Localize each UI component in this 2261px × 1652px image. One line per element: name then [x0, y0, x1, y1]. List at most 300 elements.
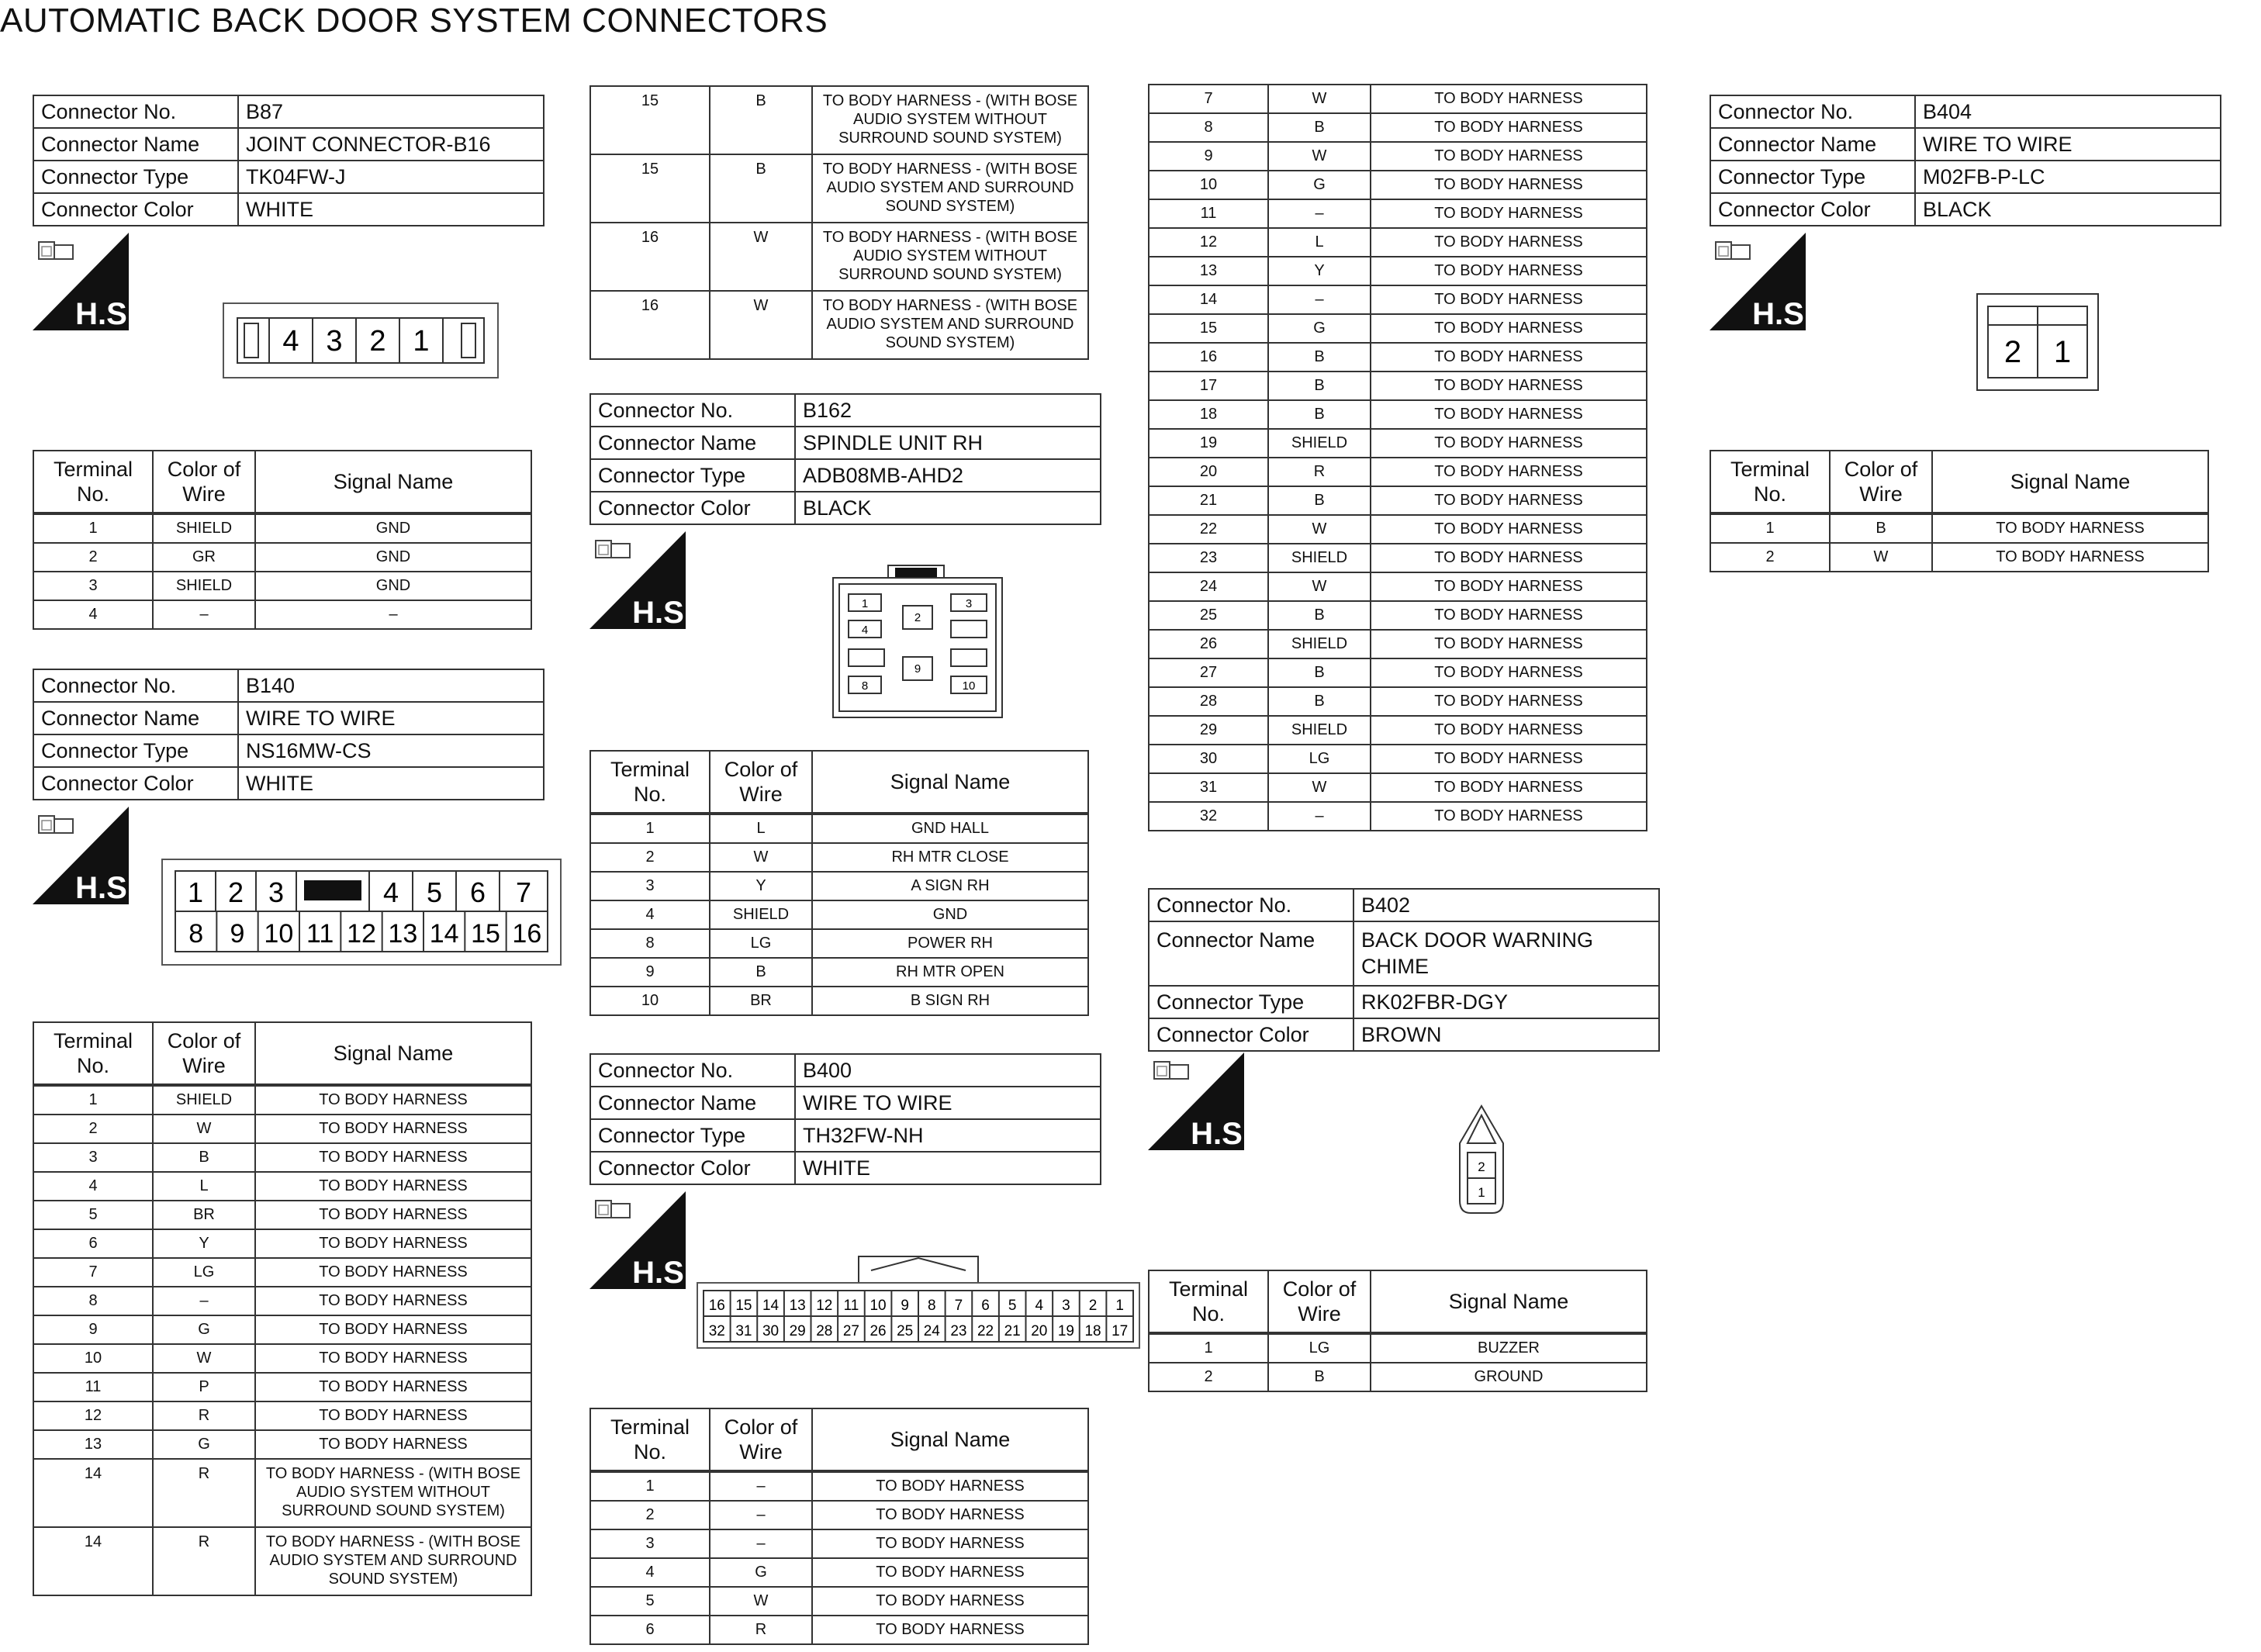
terminal-no-cell: 18: [1149, 400, 1268, 429]
header-terminal-no: Terminal No.: [590, 751, 710, 814]
terminal-no-cell: 13: [33, 1430, 153, 1459]
table-row: [590, 1529, 1088, 1558]
header-signal-name: Signal Name: [1932, 451, 2208, 513]
wire-color-cell: –: [1268, 285, 1371, 314]
terminal-label: 5: [426, 876, 443, 908]
table-row: [33, 1527, 531, 1595]
connector-no-value: B162: [795, 394, 1101, 427]
connector-b162-info: [589, 393, 1101, 525]
signal-name-cell: TO BODY HARNESS: [812, 1587, 1088, 1616]
signal-name-cell: TO BODY HARNESS: [1371, 400, 1647, 429]
terminal-label: 8: [928, 1298, 936, 1314]
table-row: [1149, 228, 1647, 257]
wire-color-cell: –: [153, 1287, 255, 1315]
label-connector-name: Connector Name: [33, 702, 238, 734]
header-signal-name: Signal Name: [255, 1022, 531, 1085]
signal-name-cell: TO BODY HARNESS: [255, 1115, 531, 1143]
terminal-no-cell: 16: [590, 223, 710, 291]
signal-name-cell: TO BODY HARNESS: [1371, 257, 1647, 285]
wire-color-cell: B: [1268, 343, 1371, 372]
terminal-no-cell: 26: [1149, 630, 1268, 658]
terminal-label: 24: [923, 1323, 940, 1339]
signal-name-cell: TO BODY HARNESS: [1371, 314, 1647, 343]
wire-color-cell: –: [710, 1471, 812, 1501]
wire-color-cell: –: [153, 600, 255, 629]
connector-name-value: WIRE TO WIRE: [795, 1087, 1101, 1119]
signal-name-cell: TO BODY HARNESS: [812, 1471, 1088, 1501]
terminal-no-cell: 8: [590, 929, 710, 958]
terminal-label: 6: [981, 1298, 990, 1314]
connector-no-value: B402: [1353, 889, 1659, 921]
terminal-no-cell: 2: [590, 1501, 710, 1529]
signal-name-cell: TO BODY HARNESS: [1371, 802, 1647, 831]
label-connector-type: Connector Type: [1149, 986, 1353, 1018]
wire-color-cell: R: [710, 1616, 812, 1644]
terminal-no-cell: 8: [33, 1287, 153, 1315]
table-row: [33, 1287, 531, 1315]
terminal-label: 1: [413, 325, 430, 358]
table-row: [590, 154, 1088, 223]
connector-type-value: ADB08MB-AHD2: [795, 459, 1101, 492]
hs-icon: [33, 233, 136, 331]
wire-color-cell: R: [153, 1401, 255, 1430]
table-row: [590, 872, 1088, 900]
signal-name-cell: GND HALL: [812, 814, 1088, 843]
terminal-no-cell: 10: [1149, 171, 1268, 199]
terminal-no-cell: 14: [33, 1527, 153, 1595]
table-row: [33, 1315, 531, 1344]
signal-name-cell: TO BODY HARNESS - (WITH BOSE AUDIO SYSTEM WITHOUT SURROUND SOUND SYSTEM): [812, 223, 1088, 291]
header-terminal-no: Terminal No.: [1710, 451, 1830, 513]
signal-name-cell: TO BODY HARNESS: [1371, 687, 1647, 716]
wire-color-cell: W: [153, 1115, 255, 1143]
table-row: [1710, 543, 2208, 572]
wire-color-cell: LG: [153, 1258, 255, 1287]
connector-color-value: WHITE: [238, 767, 544, 800]
signal-name-cell: GND: [255, 572, 531, 600]
wire-color-cell: GR: [153, 543, 255, 572]
wire-color-cell: R: [153, 1527, 255, 1595]
table-row: [1149, 630, 1647, 658]
signal-name-cell: TO BODY HARNESS: [255, 1315, 531, 1344]
table-row: [1149, 716, 1647, 745]
wire-color-cell: L: [1268, 228, 1371, 257]
terminal-label: 8: [861, 679, 869, 693]
header-color-of-wire: Color of Wire: [153, 451, 255, 513]
terminal-label: 6: [469, 876, 486, 908]
table-row: [590, 987, 1088, 1015]
terminal-no-cell: 14: [1149, 285, 1268, 314]
wire-color-cell: B: [1268, 372, 1371, 400]
wire-color-cell: R: [1268, 458, 1371, 486]
connector-name-value: BACK DOOR WARNING CHIME: [1353, 921, 1659, 986]
signal-name-cell: TO BODY HARNESS: [812, 1501, 1088, 1529]
hs-icon: [1710, 233, 1813, 331]
terminal-no-cell: 16: [590, 291, 710, 359]
table-row: [590, 843, 1088, 872]
header-signal-name: Signal Name: [812, 751, 1088, 814]
terminal-label: 7: [954, 1298, 963, 1314]
wire-color-cell: BR: [153, 1201, 255, 1229]
terminal-no-cell: 11: [33, 1373, 153, 1401]
table-row: [33, 1459, 531, 1527]
signal-name-cell: TO BODY HARNESS: [1371, 572, 1647, 601]
wire-color-cell: W: [1268, 515, 1371, 544]
terminal-label: 28: [816, 1323, 833, 1339]
terminal-label: 26: [869, 1323, 887, 1339]
signal-name-cell: TO BODY HARNESS: [255, 1430, 531, 1459]
wire-color-cell: –: [1268, 802, 1371, 831]
table-row: [1149, 1333, 1647, 1363]
hs-label: H.S.: [632, 596, 693, 630]
terminal-no-cell: 22: [1149, 515, 1268, 544]
hs-label: H.S.: [75, 871, 136, 905]
terminal-label: 22: [977, 1323, 994, 1339]
terminal-label: 2: [227, 876, 244, 908]
table-row: [33, 1085, 531, 1115]
table-row: [1149, 601, 1647, 630]
signal-name-cell: TO BODY HARNESS: [1371, 544, 1647, 572]
terminal-no-cell: 11: [1149, 199, 1268, 228]
terminal-no-cell: 9: [33, 1315, 153, 1344]
wire-color-cell: B: [1268, 687, 1371, 716]
wire-color-cell: L: [710, 814, 812, 843]
terminal-no-cell: 17: [1149, 372, 1268, 400]
wire-color-cell: B: [1268, 658, 1371, 687]
signal-name-cell: –: [255, 600, 531, 629]
signal-name-cell: GND: [812, 900, 1088, 929]
table-row: [33, 600, 531, 629]
wire-color-cell: SHIELD: [1268, 630, 1371, 658]
wire-color-cell: W: [1268, 142, 1371, 171]
wire-color-cell: –: [1268, 199, 1371, 228]
connector-no-value: B404: [1915, 95, 2221, 128]
terminal-no-cell: 4: [33, 1172, 153, 1201]
terminal-no-cell: 8: [1149, 113, 1268, 142]
header-terminal-no: Terminal No.: [33, 1022, 153, 1085]
label-connector-no: Connector No.: [1710, 95, 1915, 128]
connector-name-value: WIRE TO WIRE: [238, 702, 544, 734]
table-row: [33, 513, 531, 543]
table-row: [1149, 458, 1647, 486]
signal-name-cell: TO BODY HARNESS - (WITH BOSE AUDIO SYSTEM WITHOUT SURROUND SOUND SYSTEM): [255, 1459, 531, 1527]
terminal-no-cell: 15: [590, 154, 710, 223]
header-color-of-wire: Color of Wire: [710, 751, 812, 814]
terminal-no-cell: 19: [1149, 429, 1268, 458]
terminal-no-cell: 9: [590, 958, 710, 987]
connector-name-value: JOINT CONNECTOR-B16: [238, 128, 544, 161]
terminal-label: 27: [842, 1323, 860, 1339]
table-row: [590, 86, 1088, 154]
terminal-no-cell: 13: [1149, 257, 1268, 285]
terminal-no-cell: 29: [1149, 716, 1268, 745]
table-row: [590, 1558, 1088, 1587]
signal-name-cell: TO BODY HARNESS: [1371, 429, 1647, 458]
label-connector-name: Connector Name: [1710, 128, 1915, 161]
terminal-no-cell: 21: [1149, 486, 1268, 515]
terminal-label: 21: [1004, 1323, 1021, 1339]
terminal-no-cell: 1: [590, 814, 710, 843]
table-row: [1149, 544, 1647, 572]
header-signal-name: Signal Name: [1371, 1270, 1647, 1333]
table-row: [33, 1401, 531, 1430]
wire-color-cell: SHIELD: [1268, 429, 1371, 458]
table-row: [1149, 400, 1647, 429]
terminal-no-cell: 9: [1149, 142, 1268, 171]
table-row: [1149, 142, 1647, 171]
wire-color-cell: SHIELD: [1268, 544, 1371, 572]
wire-color-cell: B: [1830, 513, 1932, 543]
signal-name-cell: TO BODY HARNESS: [1932, 543, 2208, 572]
table-row: [1149, 486, 1647, 515]
connector-b162-face-diagram: [831, 564, 1004, 719]
wire-color-cell: Y: [710, 872, 812, 900]
connector-b402-info: [1148, 888, 1660, 1052]
wire-color-cell: SHIELD: [153, 572, 255, 600]
wire-color-cell: G: [710, 1558, 812, 1587]
signal-name-cell: TO BODY HARNESS: [255, 1258, 531, 1287]
table-row: [1149, 687, 1647, 716]
connector-b400-info: [589, 1053, 1101, 1185]
signal-name-cell: TO BODY HARNESS: [1371, 228, 1647, 257]
label-connector-type: Connector Type: [590, 459, 795, 492]
wire-color-cell: LG: [1268, 1333, 1371, 1363]
connector-type-value: NS16MW-CS: [238, 734, 544, 767]
terminal-label: 2: [1088, 1298, 1098, 1314]
terminal-label: 14: [762, 1298, 780, 1314]
table-row: [590, 814, 1088, 843]
terminal-no-cell: 3: [33, 572, 153, 600]
hs-label: H.S.: [75, 297, 136, 331]
hs-label: H.S.: [1752, 297, 1813, 331]
terminal-no-cell: 7: [1149, 85, 1268, 113]
label-connector-name: Connector Name: [590, 1087, 795, 1119]
terminal-no-cell: 2: [1149, 1363, 1268, 1391]
connector-type-value: TH32FW-NH: [795, 1119, 1101, 1152]
connector-name-value: WIRE TO WIRE: [1915, 128, 2221, 161]
wire-color-cell: B: [153, 1143, 255, 1172]
connector-type-value: RK02FBR-DGY: [1353, 986, 1659, 1018]
terminal-no-cell: 32: [1149, 802, 1268, 831]
terminal-label: 2: [369, 325, 386, 358]
wire-color-cell: BR: [710, 987, 812, 1015]
terminal-no-cell: 7: [33, 1258, 153, 1287]
label-connector-color: Connector Color: [590, 1152, 795, 1184]
signal-name-cell: TO BODY HARNESS: [255, 1287, 531, 1315]
table-row: [33, 1373, 531, 1401]
connector-b402-face-diagram: [1457, 1104, 1506, 1215]
table-row: [1710, 513, 2208, 543]
header-signal-name: Signal Name: [812, 1408, 1088, 1471]
wire-color-cell: Y: [1268, 257, 1371, 285]
terminal-label: 25: [897, 1323, 914, 1339]
terminal-label: 1: [1478, 1185, 1485, 1200]
table-row: [1149, 343, 1647, 372]
table-row: [33, 1344, 531, 1373]
terminal-label: 4: [382, 876, 399, 908]
connector-b400-signal-table: [589, 1408, 1089, 1645]
label-connector-type: Connector Type: [1710, 161, 1915, 193]
label-connector-no: Connector No.: [590, 394, 795, 427]
hs-icon: [1148, 1052, 1251, 1151]
hs-label: H.S.: [1191, 1117, 1251, 1151]
wire-color-cell: G: [1268, 314, 1371, 343]
table-row: [33, 1229, 531, 1258]
connector-b87-face-diagram: [223, 302, 499, 380]
connector-type-value: M02FB-P-LC: [1915, 161, 2221, 193]
header-terminal-no: Terminal No.: [1149, 1270, 1268, 1333]
signal-name-cell: TO BODY HARNESS - (WITH BOSE AUDIO SYSTEM AND SURROUND SOUND SYSTEM): [255, 1527, 531, 1595]
terminal-label: 4: [1035, 1298, 1044, 1314]
signal-name-cell: TO BODY HARNESS: [1371, 773, 1647, 802]
wire-color-cell: R: [153, 1459, 255, 1527]
connector-b140-signal-table: [33, 1021, 532, 1596]
wire-color-cell: B: [710, 154, 812, 223]
wire-color-cell: W: [153, 1344, 255, 1373]
terminal-no-cell: 16: [1149, 343, 1268, 372]
connector-b402-signal-table: [1148, 1270, 1647, 1392]
terminal-label: 9: [901, 1298, 909, 1314]
terminal-no-cell: 3: [590, 1529, 710, 1558]
wire-color-cell: B: [1268, 1363, 1371, 1391]
wire-color-cell: W: [710, 843, 812, 872]
wire-color-cell: LG: [710, 929, 812, 958]
signal-name-cell: TO BODY HARNESS: [1371, 458, 1647, 486]
terminal-label: 12: [347, 919, 376, 949]
label-connector-no: Connector No.: [33, 95, 238, 128]
signal-name-cell: POWER RH: [812, 929, 1088, 958]
wire-color-cell: B: [710, 958, 812, 987]
wire-color-cell: W: [1268, 773, 1371, 802]
terminal-no-cell: 20: [1149, 458, 1268, 486]
signal-name-cell: TO BODY HARNESS: [255, 1172, 531, 1201]
connector-color-value: BLACK: [795, 492, 1101, 524]
page-title: AUTOMATIC BACK DOOR SYSTEM CONNECTORS: [0, 2, 828, 40]
label-connector-color: Connector Color: [1710, 193, 1915, 226]
header-signal-name: Signal Name: [255, 451, 531, 513]
terminal-label: 13: [789, 1298, 806, 1314]
table-row: [1149, 572, 1647, 601]
terminal-no-cell: 1: [33, 513, 153, 543]
terminal-label: 2: [1478, 1160, 1485, 1174]
label-connector-name: Connector Name: [33, 128, 238, 161]
wire-color-cell: L: [153, 1172, 255, 1201]
terminal-no-cell: 24: [1149, 572, 1268, 601]
label-connector-type: Connector Type: [590, 1119, 795, 1152]
signal-name-cell: TO BODY HARNESS: [1371, 486, 1647, 515]
terminal-label: 1: [2053, 335, 2072, 369]
signal-name-cell: TO BODY HARNESS: [1932, 513, 2208, 543]
signal-name-cell: TO BODY HARNESS: [1371, 630, 1647, 658]
table-row: [590, 1587, 1088, 1616]
terminal-label: 3: [268, 876, 285, 908]
signal-name-cell: TO BODY HARNESS: [255, 1344, 531, 1373]
label-connector-color: Connector Color: [590, 492, 795, 524]
terminal-no-cell: 2: [1710, 543, 1830, 572]
connector-b404-signal-table: [1710, 450, 2209, 572]
signal-name-cell: TO BODY HARNESS: [255, 1373, 531, 1401]
signal-name-cell: TO BODY HARNESS: [255, 1143, 531, 1172]
terminal-label: 3: [965, 597, 973, 610]
table-row: [33, 1172, 531, 1201]
connector-b140-info: [33, 669, 545, 800]
terminal-label: 8: [188, 919, 204, 949]
terminal-no-cell: 2: [590, 843, 710, 872]
wire-color-cell: W: [710, 223, 812, 291]
table-row: [590, 958, 1088, 987]
terminal-label: 1: [1115, 1298, 1124, 1314]
wire-color-cell: LG: [1268, 745, 1371, 773]
terminal-label: 17: [1111, 1323, 1129, 1339]
signal-name-cell: TO BODY HARNESS: [1371, 515, 1647, 544]
wire-color-cell: –: [710, 1501, 812, 1529]
terminal-label: 16: [512, 919, 542, 949]
connector-no-value: B400: [795, 1054, 1101, 1087]
signal-name-cell: TO BODY HARNESS: [255, 1085, 531, 1115]
wire-color-cell: W: [710, 291, 812, 359]
terminal-label: 29: [789, 1323, 806, 1339]
signal-name-cell: TO BODY HARNESS: [1371, 745, 1647, 773]
wire-color-cell: B: [710, 86, 812, 154]
terminal-no-cell: 1: [1710, 513, 1830, 543]
terminal-label: 10: [869, 1298, 887, 1314]
terminal-no-cell: 28: [1149, 687, 1268, 716]
connector-no-value: B87: [238, 95, 544, 128]
wire-color-cell: W: [710, 1587, 812, 1616]
connector-b404-face-diagram: [1976, 292, 2100, 392]
terminal-no-cell: 3: [590, 872, 710, 900]
label-connector-name: Connector Name: [1149, 921, 1353, 986]
signal-name-cell: BUZZER: [1371, 1333, 1647, 1363]
terminal-no-cell: 3: [33, 1143, 153, 1172]
table-row: [1149, 314, 1647, 343]
signal-name-cell: TO BODY HARNESS: [1371, 113, 1647, 142]
wire-color-cell: B: [1268, 486, 1371, 515]
label-connector-no: Connector No.: [1149, 889, 1353, 921]
signal-name-cell: TO BODY HARNESS: [1371, 171, 1647, 199]
terminal-no-cell: 23: [1149, 544, 1268, 572]
signal-name-cell: TO BODY HARNESS - (WITH BOSE AUDIO SYSTEM AND SURROUND SOUND SYSTEM): [812, 154, 1088, 223]
signal-name-cell: B SIGN RH: [812, 987, 1088, 1015]
connector-b140-face-diagram: [161, 859, 562, 967]
terminal-label: 3: [1062, 1298, 1070, 1314]
terminal-label: 19: [1057, 1323, 1075, 1339]
connector-b400-face-diagram: [696, 1247, 1141, 1350]
hs-icon: [589, 1191, 693, 1290]
header-color-of-wire: Color of Wire: [710, 1408, 812, 1471]
terminal-no-cell: 4: [590, 900, 710, 929]
signal-name-cell: TO BODY HARNESS: [1371, 343, 1647, 372]
terminal-label: 9: [230, 919, 245, 949]
terminal-label: 16: [708, 1298, 725, 1314]
wire-color-cell: P: [153, 1373, 255, 1401]
terminal-no-cell: 14: [33, 1459, 153, 1527]
terminal-no-cell: 15: [1149, 314, 1268, 343]
terminal-label: 15: [735, 1298, 752, 1314]
terminal-no-cell: 6: [33, 1229, 153, 1258]
table-row: [1149, 515, 1647, 544]
table-row: [33, 1258, 531, 1287]
table-row: [33, 1115, 531, 1143]
connector-color-value: WHITE: [795, 1152, 1101, 1184]
table-row: [1149, 802, 1647, 831]
table-row: [590, 291, 1088, 359]
signal-name-cell: TO BODY HARNESS: [812, 1529, 1088, 1558]
signal-name-cell: GND: [255, 543, 531, 572]
terminal-no-cell: 1: [1149, 1333, 1268, 1363]
terminal-label: 5: [1008, 1298, 1017, 1314]
label-connector-color: Connector Color: [33, 767, 238, 800]
